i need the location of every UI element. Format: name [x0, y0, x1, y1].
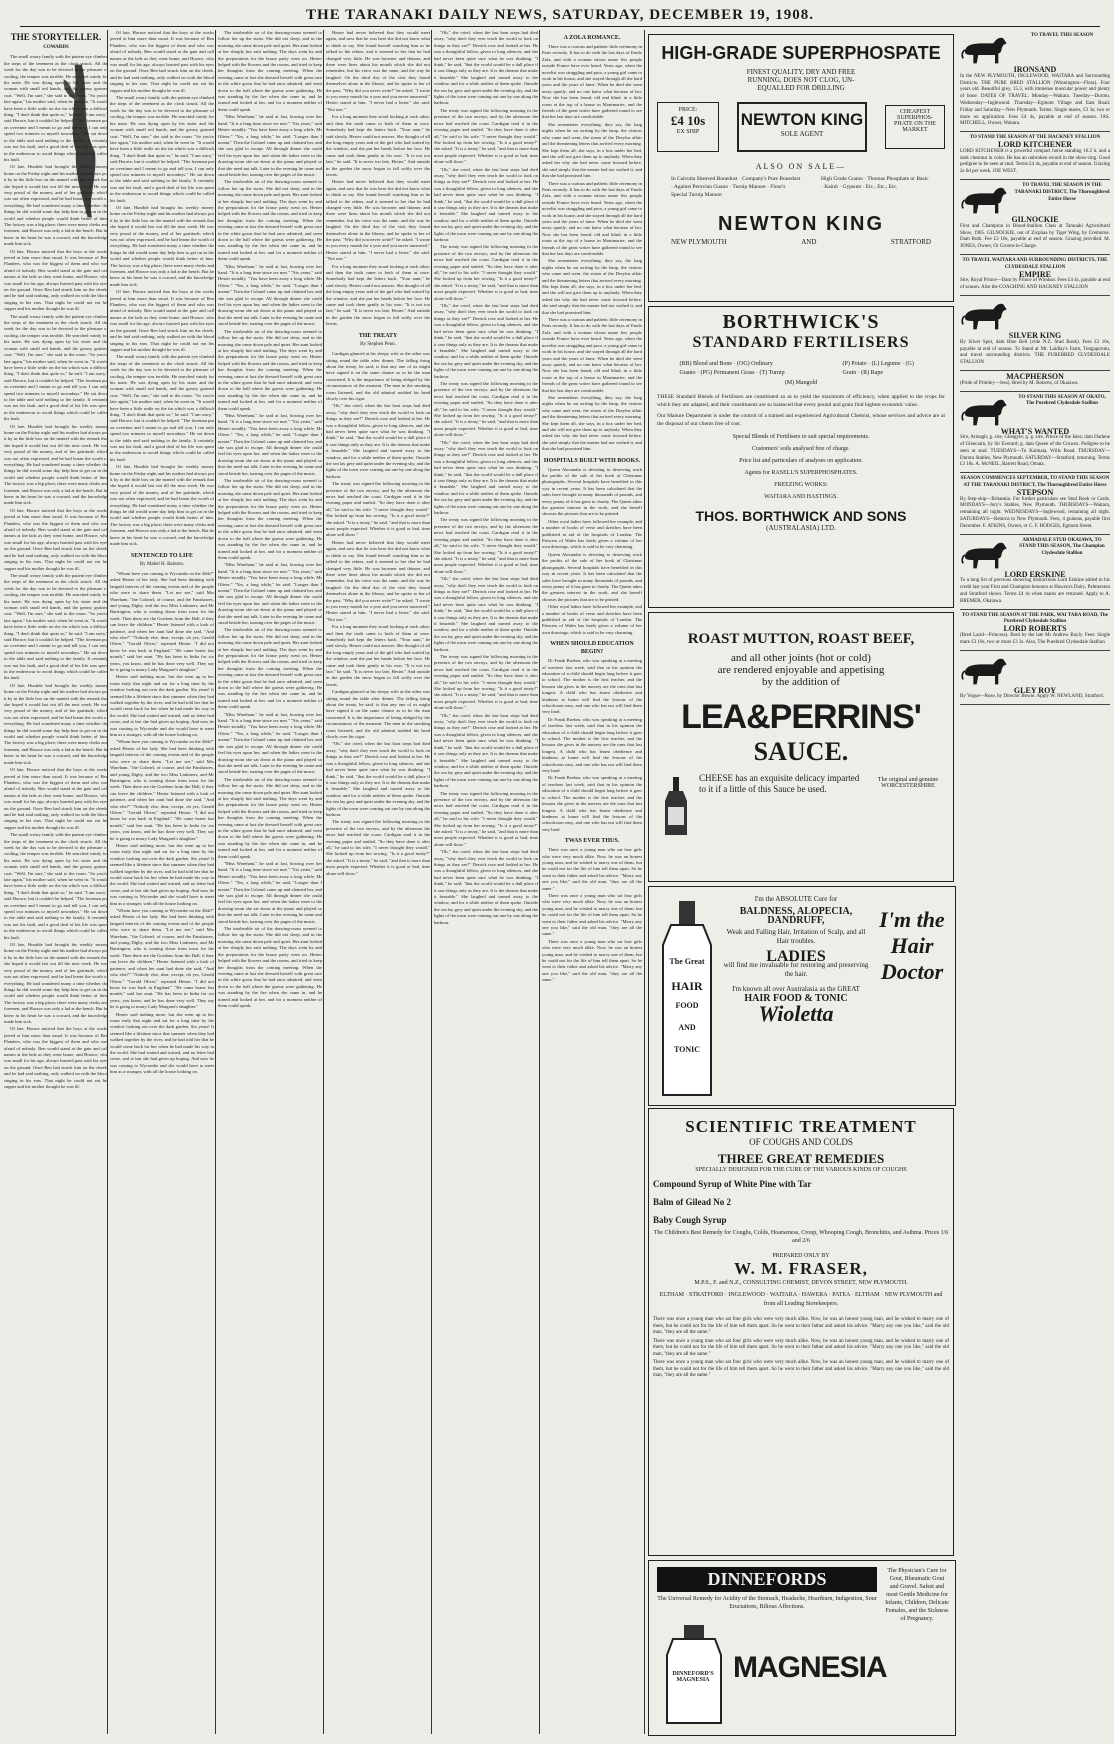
- story-paragraph: Hester had never believed that they would meet again, and now that he was here she did not know what to think or say. She found herself watching him as he talked to the others, and it seemed to her that he had changed very little. He was browner and thinner, and there were lines about his mouth which she did not remember, but his voice was the same, and the way he laughed. On the third day of the visit they found themselves alone in the library, and he spoke to her of the past. "Why did you never write?" he asked. "I wrote to you every month for a year and you never answered." Hester stared at him. "I never had a letter," she said. "Not one.": [326, 539, 430, 622]
- ad-three: THREE GREAT REMEDIES: [717, 1151, 885, 1166]
- stallion-name: IRONSAND: [1013, 65, 1057, 74]
- ad-line: are rendered enjoyable and appetising: [717, 664, 885, 676]
- stallion-text: Sire, Royal Prince—Dam by Prince of Windsor. Fees £4 4s, payable at end of season. Also the COACHING AND HACKNEY STALLION: [960, 278, 1110, 291]
- ad-subheading: OF COUGHS AND COLDS: [749, 1137, 853, 1147]
- story-paragraph: The intolerable air of the drawing-room seemed to follow her up the stairs. She did not sleep, and in the morning she came down pale and quiet. Her aunt looked at her sharply but said nothing. The days went by and the preparations for the house party went on. Hester helped with the flowers and the rooms, and tried to keep her thoughts from the coming meeting. When the evening came at last she dressed herself with great care in the white gown that he had once admired, and went down to the hall where the guests were gathering. He was standing by the fire when she came in, and he turned and looked at her, and for a moment neither of them could speak.: [218, 627, 322, 710]
- horse-icon: [960, 654, 1010, 688]
- story-paragraph: The treaty was signed the following morning in the presence of the two envoys, and by the afternoon the news had reached the coast. Cardigan read it in the evening paper and smiled. "So they have done it after all," he said to his wife. "I never thought they would." She looked up from her sewing. "Is it a good treaty?" she asked. "It is a treaty," he said, "and that is more than most people expected. Whether it is good or bad, time alone will show.": [326, 819, 430, 876]
- ad-subline: EQUALLED FOR DRILLING: [757, 84, 845, 92]
- story-paragraph: Of late, Horace noticed that the boys at the works jeered at him more than usual. It was because of Ben Flanders, who was the biggest of them and who was afraid of nobody. Ben would stand at the gate and call names at the lads as they went home, and Horace, who was small for his age, always hurried past with his eyes on the ground. Once Ben had struck him on the cheek, and he had said nothing, only walked on with the blood singing in his ears. That night he could not eat his supper and his mother thought he was ill.: [110, 289, 214, 352]
- ad-line: FREEZING WORKS:: [774, 482, 828, 488]
- story-paragraph: "Oh," she cried, when the last boat steps had died away, "why don't they ever teach the world to look on things as they are?" Derrick rose and looked at her. He was a thoughtful fellow, given to long silences, and she had never been quite sure what he was thinking. "I think," he said, "that the world would be a dull place if it saw things only as they are. It is the dreams that make it bearable." She laughed and turned away to the window, and for a while neither of them spoke. Outside the sea lay grey and quiet under the evening sky, and the lights of the town were coming out one by one along the harbour.: [434, 849, 538, 925]
- story-paragraph: For a long moment they stood looking at each other, and then the truth came to both of them at once. Somebody had kept the letters back. "Your aunt," he said slowly. Hester could not answer. She thought of all the long empty years and of the girl who had waited by the window, and she put her hands before her face. He came and took them gently in his own. "It is not too late," he said. "It is never too late, Hester." And outside in the garden the snow began to fall softly over the lawns.: [326, 114, 430, 177]
- ad-subline: FINEST QUALITY, DRY AND FREE: [746, 68, 856, 76]
- fertiliser-list: [653, 360, 949, 378]
- story-paragraph: Of late, Hurable had brought his weekly money home on the Friday night and his mother had always put it by in the little box on the mantel with the remark that she hoped it would last out till the next week. He was very proud of the money, and of her gratitude, which was not often expressed, and he had learnt the worth of everything. He had wondered many a time whether the things he did would some day help him to get on in the world and whether people would think better of him. The factory was a big place; there were many clerks and foremen, and Horace was only a lad at the bench. But he knew in his heart he was a coward, and the knowledge made him sick.: [110, 464, 214, 547]
- stallion-name: LORD KITCHENER: [997, 139, 1072, 149]
- cheapest-box: CHEAPEST SUPERPHOS- PHATE ON THE MARKET: [885, 105, 945, 149]
- story-paragraph: "Oh," she cried, when the last boat steps had died away, "why don't they ever teach the world to look on things as they are?" Derrick rose and looked at her. He was a thoughtful fellow, given to long silences, and she had never been quite sure what he was thinking. "I think," he said, "that the world would be a dull place if it saw things only as they are. It is the dreams that make it bearable." She laughed and turned away to the window, and for a while neither of them spoke. Outside the sea lay grey and quiet under the evening sky, and the lights of the town were coming out one by one along the harbour.: [434, 439, 538, 516]
- stallion-heading: TO STAND THE SEASON AT THE PARK, WAI TARA ROAD, The Purebred Clydesdale Stallion: [962, 612, 1108, 625]
- section-title-storyteller: THE STORYTELLER.: [10, 32, 102, 42]
- story-paragraph: The treaty was signed the following morning in the presence of the two envoys, and by the afternoon the news had reached the coast. Cardigan read it in the evening paper and smiled. "So they have done it after all," he said to his wife. "I never thought they would." She looked up from her sewing. "Is it a good treaty?" she asked. "It is a treaty," he said, "and that is more than most people expected. Whether it is good or bad, time alone will show.": [434, 244, 538, 301]
- story-paragraph: "Whom have you coming to Wycombe on the 26th?" asked Hester of her lady. She had been thinking with languid interest of the coming events and of the people who were to share them. "Let me see," said Mrs Wareham, "the Colonel, of course, and the Fanshawes, and young Digby, and the two Miss Lattimers, and Mr Barrington, who is coming down from town for the week. Then there are the Gordons from the Hall, if they can leave the children." Hester listened with a look of patience, and when her aunt had done she said, "And who else?" "Nobody else, dear, except, oh yes, Gerald Oliver." "Gerald Oliver," repeated Hester. "I did not know he was back in England." "He came home last month," said her aunt. "He has been in India for six years, you know, and he has done very well. They say he is going to marry Lady Margaret's daughter.": [110, 908, 214, 1010]
- also-lists: [661, 175, 941, 199]
- ad-subline: RUNNING, DOES NOT CLOG, UN-: [747, 76, 855, 84]
- story-paragraph: Hester had never believed that they would meet again, and now that he was here she did not know what to think or say. She found herself watching him as he talked to the others, and it seemed to her that he had changed very little. He was browner and thinner, and there were lines about his mouth which she did not remember, but his voice was the same, and the way he laughed. On the third day of the visit they found themselves alone in the library, and he spoke to her of the past. "Why did you never write?" he asked. "I wrote to you every month for a year and you never answered." Hester stared at him. "I never had a letter," she said. "Not one.": [326, 30, 430, 112]
- company-sub: (AUSTRALASIA) LTD.: [766, 524, 836, 532]
- stallion-heading: ARMADALE STUD OKAIAWA, TO STAND THIS SEASON, The Champion Clydesdale Stallion: [1019, 537, 1105, 557]
- stallion-column: [960, 30, 1110, 1734]
- footer-right: STRATFORD: [890, 238, 931, 246]
- story-title-sentenced: SENTENCED TO LIFE: [130, 552, 194, 559]
- original-note: The original and genuine WORCESTERSHIRE: [877, 777, 939, 789]
- article-title-education: WHEN SHOULD EDUCATION BEGIN?: [550, 641, 634, 656]
- stallion-name: WHAT'S WANTED: [1000, 426, 1070, 436]
- story-paragraph: The intolerable air of the drawing-room seemed to follow her up the stairs. She did not sleep, and in the morning she came down pale and quiet. Her aunt looked at her sharply but said nothing. The days went by and the preparations for the house party went on. Hester helped with the flowers and the rooms, and tried to keep her thoughts from the coming meeting. When the evening came at last she dressed herself with great care in the white gown that he had once admired, and went down to the hall where the guests were gathering. He was standing by the fire when she came in, and he turned and looked at her, and for a moment neither of them could speak.: [218, 328, 322, 411]
- story-paragraph: The intolerable air of the drawing-room seemed to follow her up the stairs. She did not sleep, and in the morning she came down pale and quiet. Her aunt looked at her sharply but said nothing. The days went by and the preparations for the house party went on. Hester helped with the flowers and the rooms, and tried to keep her thoughts from the coming meeting. When the evening came at last she dressed herself with great care in the white gown that he had once admired, and went down to the hall where the guests were gathering. He was standing by the fire when she came in, and he turned and looked at her, and for a moment neither of them could speak.: [218, 179, 322, 262]
- company-name: THOS. BORTHWICK AND SONS: [695, 508, 907, 524]
- ad-line: Agents for RASELL'S SUPERPHOSPHATES.: [744, 470, 858, 476]
- story-paragraph: Of late, Hurable had brought his weekly money home on the Friday night and his mother had always put it by in the little box on the mantel with the remark that she hoped it would last out till the next week. He was very proud of the money, and of her gratitude, which was not often expressed, and he had learnt the worth of everything. He had wondered many a time whether the things he did would some day help him to get on in the world and whether people would think better of him. The factory was a big place; there were many clerks and foremen, and Horace was only a lad at the bench. But he knew in his heart he was a coward, and the knowledge made him sick.: [4, 423, 108, 506]
- story-paragraph: The treaty was signed the following morning in the presence of the two envoys, and by the afternoon the news had reached the coast. Cardigan read it in the evening paper and smiled. "So they have done it after all," he said to his wife. "I never thought they would." She looked up from her sewing. "Is it a good treaty?" she asked. "It is a treaty," he said, "and that is more than most people expected. Whether it is good or bad, time alone will show.": [434, 654, 538, 711]
- story-paragraph: Hester said nothing more, but she went up to her room early that night and sat for a long time by the window looking out over the dark garden. Six years! It seemed like a lifetime since that summer when they had walked together by the river, and he had told her that he would come back for her when he had made his way in the world. She had waited and waited, and no letter had come, and at last she had given up hoping. And now he was coming to Wycombe and she would have to meet him as a stranger, with all the house looking on.: [110, 1011, 214, 1075]
- list-right: (P) Potato · (L) Legume · (G) Grain · (R) Rape: [842, 361, 914, 376]
- story-byline: By Stephen Penn.: [360, 341, 396, 347]
- masthead: THE TARANAKI DAILY NEWS, SATURDAY, DECEMBER 19, 1908.: [20, 4, 1100, 27]
- ad-line: I'm known all over Australasia as the GREAT: [732, 985, 860, 993]
- ad-line: Customers' soils analysed free of charge.: [752, 446, 850, 452]
- article-paragraph: Queen Alexandra is devoting to deserving work the profits of the sale of her book of Christmas photographs. Several hospitals have benefited in this way in recent years. It has been calculated that the sales have brought in many thousands of pounds, and every penny of it has gone to charity. The Queen takes the greatest interest in the work, and she herself chooses the pictures that are to be printed.: [542, 466, 642, 517]
- stallion-entry: [960, 392, 1110, 474]
- story-paragraph: The intolerable air of the drawing-room seemed to follow her up the stairs. She did not sleep, and in the morning she came down pale and quiet. Her aunt looked at her sharply but said nothing. The days went by and the preparations for the house party went on. Hester helped with the flowers and the rooms, and tried to keep her thoughts from the coming meeting. When the evening came at last she dressed herself with great care in the white gown that he had once admired, and went down to the hall where the guests were gathering. He was standing by the fire when she came in, and he turned and looked at her, and for a moment neither of them could speak.: [218, 30, 322, 112]
- stallion-heading: TO TRAVEL THIS SEASON: [1030, 33, 1094, 38]
- stallion-text: To a long list of previous showring distinctions Lord Erskine added to his credit last year First and Champion honours at Hawera's Dairy, Palmerston and Stratford shows. Terms £4 4s when mares are returned. Apply to A. BREMER, Okaiawa.: [960, 578, 1110, 604]
- story-paragraph: "Miss Wareham," he said at last, bowing over her hand. "It is a long time since we met." "Six years," said Hester steadily. "You have been away a long while, Mr Oliver." "Yes, a long while," he said. "Longer than I meant." Then the Colonel came up and claimed her, and she was glad to escape. All through dinner she could feel his eyes upon her, and when the ladies went to the drawing-room she sat down at the piano and played so that she need not talk. Later in the evening he came and stood beside her, turning over the pages of the music.: [218, 562, 322, 625]
- article-paragraph: There was a curious and pathetic little ceremony in Paris recently. It has to do with the last days of Emile Zola, and with a woman whose name few people outside France have ever heard. Years ago, when the novelist was struggling and poor, a young girl came to work in his house, and she stayed through all the hard years and the years of fame. When he died she went away quietly, and no one knew what became of her. Now she has been found, old and blind, in a little room at the top of a house in Montmartre, and the friends of the great writer have gathered round to see that her last days are comfortable.: [542, 317, 642, 393]
- story-paragraph: "Oh," she cried, when the last boat steps had died away, "why don't they ever teach the world to look on things as they are?" Derrick rose and looked at her. He was a thoughtful fellow, given to long silences, and she had never been quite sure what he was thinking. "I think," he said, "that the world would be a dull place if it saw things only as they are. It is the dreams that make it bearable." She laughed and turned away to the window, and for a while neither of them spoke. Outside the sea lay grey and quiet under the evening sky, and the lights of the town were coming out one by one along the harbour.: [326, 403, 430, 479]
- stallion-row: [960, 395, 1110, 429]
- story-paragraph: Of late, Horace noticed that the boys at the works jeered at him more than usual. It was because of Ben Flanders, who was the biggest of them and who was afraid of nobody. Ben would stand at the gate and call names at the lads as they went home, and Horace, who was small for his age, always hurried past with his eyes on the ground. Once Ben had struck him on the cheek, and he had said nothing, only walked on with the blood singing in his ears. That night he could not eat his supper and his mother thought he was ill.: [4, 507, 108, 571]
- price-box: [657, 102, 719, 152]
- story-paragraph: Cardigan glanced at his sleepy wife as the other was sitting round the table after dinner. The falling tiring about the treaty, he said, is that any one of us might have signed it on the same chance as to be the man concerned. It is the importance of being obliged by the circumstances of the moment. The men in the smoking room listened, and the old admiral nodded his head slowly over his cigar.: [326, 689, 430, 740]
- story-title-cowards: COWARDS: [43, 45, 69, 50]
- article-paragraph: There was a curious and pathetic little ceremony in Paris recently. It has to do with the last days of Emile Zola, and with a woman whose name few people outside France have ever heard. Years ago, when the novelist was struggling and poor, a young girl came to work in his house, and she stayed through all the hard years and the years of fame. When he died she went away quietly, and no one knew what became of her. Now she has been found, old and blind, in a little room at the top of a house in Montmartre, and the friends of the great writer have gathered round to see that her last days are comfortable.: [542, 44, 642, 120]
- sauce-bottle-icon: [661, 777, 691, 837]
- price-note: EX SHIP: [676, 129, 700, 135]
- article-paragraph: There was a curious and pathetic little ceremony in Paris recently. It has to do with the last days of Emile Zola, and with a woman whose name few people outside France have ever heard. Years ago, when the novelist was struggling and poor, a young girl came to work in his house, and she stayed through all the hard years and the years of fame. When he died she went away quietly, and no one knew what became of her. Now she has been found, old and blind, in a little room at the top of a house in Montmartre, and the friends of the great writer have gathered round to see that her last days are comfortable.: [542, 180, 642, 256]
- article-paragraph: There was once a young man who sat four girls who were very much alike. Now, he was an honest young man, and he wished to marry one of them, but he could not for the life of him tell them apart. So he went to their father and asked his advice. "Marry any one you like," said the old man, "they are all the same.": [542, 892, 642, 937]
- side-note: The Physician's Cure for Gout, Rheumatic Gout and Gravel. Safest and most Gentle Medicine for Infants, Children, Delicate Females, and the Sickness of Pregnancy.: [885, 1568, 949, 1622]
- magnesia-word: MAGNESIA: [733, 1651, 887, 1684]
- brand-name: DINNEFORDS: [657, 1567, 877, 1592]
- hair-doctor-text: I'm the Hair Doctor: [879, 907, 945, 984]
- story-paragraph: The small weary family with the patient eye climbed the steps of the tenement as the clock struck. All the week for the day was to be devoted to the pleasure of cooling, the temper was terrible. He searched vainly for his mate. He was dying open by his sister and the woman with small red hands, and the greasy grained coat. "Well, I'm sure," she said to the room. "So you're late again," his mother said, when he went in. "It would have been a little settle on the tin which was a difficult thing. "I don't think that quite so," he said. "I am sorry," said Horace, but it couldn't be helped. "The foreman put on overtime and I meant to go and tell you, I can only spend two minutes to myself nowadays." He sat down to the table and said nothing to the family. It certainly was not his fault, and a good deal of his life was spent in the endeavour to avoid things which could be called his fault.: [4, 832, 108, 940]
- ad-line: LADIES: [766, 948, 826, 965]
- bottle-label: The Great: [669, 957, 705, 966]
- ad-lea-perrins: [648, 612, 954, 882]
- agent-box: [737, 102, 867, 152]
- article-paragraph: There was once a young man who sat four girls who were very much alike. Now, he was an honest young man, and he wished to marry one of them, but he could not for the life of him tell them apart. So he went to their father and asked his advice. "Marry any one you like," said the old man, "they are all the same.": [653, 1338, 949, 1357]
- footer-name: NEWTON KING: [717, 213, 885, 235]
- story-paragraph: The small weary family with the patient eye climbed the steps of the tenement as the clock struck. All the week for the day was to be devoted to the pleasure of cooling, the temper was terrible. He searched vainly for his mate. He was dying open by his sister and the woman with small red hands, and the greasy grained coat. "Well, I'm sure," she said to the room. "So you're late again," his mother said, when he went in. "It would have been a little settle on the tin which was a difficult thing. "I don't think that quite so," he said. "I am sorry," said Horace, but it couldn't be helped. "The foreman put on overtime and I meant to go and tell you, I can only spend two minutes to myself nowadays." He sat down to the table and said nothing to the family. It certainly was not his fault, and a good deal of his life was spent in the endeavour to avoid things which could be called his fault.: [4, 54, 108, 162]
- stallion-name: SILVER KING: [1008, 330, 1062, 340]
- stallion-text: In the NEW PLYMOUTH, INGLEWOOD, WAITARA and Surrounding Districts. THE PURE BRED STALLION (Winnington—Flora). Four years old. Beautiful grey, 15.3, with immense muscular power and plenty of bone. DATES OF TRAVEL: Monday—Waitara. Tuesday—Durotu. Wednesday—Inglewood. Thursday—Egmont Village and East Road. Friday and Saturday—New Plymouth. Terms: Single mares, £3 3s; two or more on application. Fees £4 4s, payable at end of season. JAS. MITCHELL, Owner, Waitara.: [960, 73, 1110, 127]
- article-paragraph: Dr Frank Boehm, who was speaking at a meeting of teachers last week, said that in his opinion the education of a child should begin long before it goes to school. The mother is the first teacher, and the lessons she gives in the nursery are the ones that last longest. A child who has learnt obedience and kindness at home will find the lessons of the schoolroom easy, and one who has not will find them very hard.: [542, 775, 642, 832]
- horse-icon: [960, 395, 1010, 429]
- agents: ELTHAM · STRATFORD · INGLEWOOD · WAITARA · HAWERA · PATEA · ELTHAM · NEW PLYMOUTH and from all Leading Storekeepers.: [659, 1292, 943, 1307]
- ad-line: BALDNESS, ALOPECIA, DANDRUFF,: [739, 906, 853, 926]
- stallion-entry: [960, 610, 1110, 651]
- article-paragraph: Dr Frank Boehm, who was speaking at a meeting of teachers last week, said that in his opinion the education of a child should begin long before it goes to school. The mother is the first teacher, and the lessons she gives in the nursery are the ones that last longest. A child who has learnt obedience and kindness at home will find the lessons of the schoolroom easy, and one who has not will find them very hard.: [542, 716, 642, 774]
- list-left: (BB) Blood and Bone · (OG) Ordinary Guano · (PG) Permanent Grass · (T) Turnip: [679, 361, 785, 376]
- remedy-1: Compound Syrup of White Pine with Tar: [653, 1179, 812, 1189]
- ad-line: will find me invaluable for restoring and preserving the hair.: [723, 961, 869, 978]
- ad-body: The Universal Remedy for Acidity of the Stomach, Headache, Heartburn, Indigestion, Sour Eructations, Bilious Affections.: [657, 1596, 877, 1610]
- story-paragraph: "Miss Wareham," he said at last, bowing over her hand. "It is a long time since we met." "Six years," said Hester steadily. "You have been away a long while, Mr Oliver." "Yes, a long while," he said. "Longer than I meant." Then the Colonel came up and claimed her, and she was glad to escape. All through dinner she could feel his eyes upon her, and when the ladies went to the drawing-room she sat down at the piano and played so that she need not talk. Later in the evening he came and stood beside her, turning over the pages of the music.: [218, 711, 322, 775]
- article-paragraph: She remembers everything, they say, the long nights when he sat writing by the lamp, the visitors who came and went, the storm of the Dreyfus affair and the threatening letters that arrived every morning. She kept them all, she says, in a box under her bed, and she will not give them up to anybody. When they asked her why she had never come forward before, she said simply that the master had not wished it, and that she had promised him.: [542, 121, 642, 179]
- article-paragraph: She remembers everything, they say, the long nights when he sat writing by the lamp, the visitors who came and went, the storm of the Dreyfus affair and the threatening letters that arrived every morning. She kept them all, she says, in a box under her bed, and she will not give them up to anybody. When they asked her why she had never come forward before, she said simply that the master had not wished it, and that she had promised him.: [542, 258, 642, 315]
- stallion-heading: TO STAND THIS SEASON AT OKATO, The Purebred Clydesdale Stallion: [1018, 394, 1106, 407]
- stallion-text: First and Champion in Blood-Stallion Class at Taranaki Agricultural Show, 1905. GILNOCKIE, out of Zicphaa by Tiger Wing, by Cremorne. Dam Ruth. Fee £3 10s, payable at end of season. Grazing provided. M. JONES, Owner, Or Groom-in-Charge.: [960, 223, 1110, 250]
- agent-name: NEWTON KING: [740, 110, 864, 129]
- horse-icon: [960, 183, 1010, 217]
- ad-heading: BORTHWICK'S: [722, 311, 880, 333]
- stallion-heading: TO TRAVEL THE SEASON IN THE TARANAKI DISTRICT, The Thoroughbred Entire Horse: [1014, 182, 1110, 202]
- stallion-heading: TO TRAVEL WAITARA AND SURROUNDING DISTRICTS, THE CLYDESDALE STALLION: [962, 257, 1108, 270]
- article-title-ever-thus: TWAS EVER THUS.: [564, 838, 620, 845]
- ad-line: Weak and Falling Hair, Irritation of Scalp, and all Hair troubles.: [726, 928, 866, 945]
- article-paragraph: She remembers everything, they say, the long nights when he sat writing by the lamp, the visitors who came and went, the storm of the Dreyfus affair and the threatening letters that arrived every morning. She kept them all, she says, in a box under her bed, and she will not give them up to anybody. When they asked her why she had never come forward before, she said simply that the master had not wished it, and that she had promised him.: [542, 394, 642, 452]
- stallion-row: [960, 654, 1110, 688]
- ad-line: WAITARA AND HASTINGS.: [764, 494, 838, 500]
- stallion-entry: [960, 651, 1110, 706]
- story-title-treaty: THE TREATY: [358, 332, 398, 339]
- story-paragraph: "Miss Wareham," he said at last, bowing over her hand. "It is a long time since we met." "Six years," said Hester steadily. "You have been away a long while, Mr Oliver." "Yes, a long while," he said. "Longer than I meant." Then the Colonel came up and claimed her, and she was glad to escape. All through dinner she could feel his eyes upon her, and when the ladies went to the drawing-room she sat down at the piano and played so that she need not talk. Later in the evening he came and stood beside her, turning over the pages of the music.: [218, 412, 322, 476]
- stallion-text: LORD KITCHENER is a powerful compact horse standing 16.2 h. and a dark chestnut in color. He has an unbroken record in the show-ring. Good pedigree to be seen at stud. Terms £4 4s, payable at end of season. Grazing 2s 6d per week. JOE WEST.: [960, 148, 1110, 175]
- ad-line: Price list and particulars of analyses on application.: [739, 458, 863, 464]
- story-paragraph: For a long moment they stood looking at each other, and then the truth came to both of them at once. Somebody had kept the letters back. "Your aunt," he said slowly. Hester could not answer. She thought of all the long empty years and of the girl who had waited by the window, and she put her hands before her face. He came and took them gently in his own. "It is not too late," he said. "It is never too late, Hester." And outside in the garden the snow began to fall softly over the lawns.: [326, 624, 430, 687]
- story-paragraph: The treaty was signed the following morning in the presence of the two envoys, and by the afternoon the news had reached the coast. Cardigan read it in the evening paper and smiled. "So they have done it after all," he said to his wife. "I never thought they would." She looked up from her sewing. "Is it a good treaty?" she asked. "It is a treaty," he said, "and that is more than most people expected. Whether it is good or bad, time alone will show.": [434, 107, 538, 165]
- ad-line: and all other joints (hot or cold): [731, 652, 871, 664]
- also-on-sale: ALSO ON SALE—: [755, 162, 847, 171]
- ad-dinneford: [648, 1560, 956, 1736]
- story-paragraph: The small weary family with the patient eye climbed the steps of the tenement as the clock struck. All the week for the day was to be devoted to the pleasure of cooling, the temper was terrible. He searched vainly for his mate. He was dying open by his sister and the woman with small red hands, and the greasy grained coat. "Well, I'm sure," she said to the room. "So you're late again," his mother said, when he went in. "It would have been a little settle on the tin which was a difficult thing. "I don't think that quite so," he said. "I am sorry," said Horace, but it couldn't be helped. "The foreman put on overtime and I meant to go and tell you, I can only spend two minutes to myself nowadays." He sat down to the table and said nothing to the family. It certainly was not his fault, and a good deal of his life was spent in the endeavour to avoid things which could be called his fault.: [4, 572, 108, 681]
- story-paragraph: Hester said nothing more, but she went up to her room early that night and sat for a long time by the window looking out over the dark garden. Six years! It seemed like a lifetime since that summer when they had walked together by the river, and he had told her that he would come back for her when he had made his way in the world. She had waited and waited, and no letter had come, and at last she had given up hoping. And now he was coming to Wycombe and she would have to meet him as a stranger, with all the house looking on.: [110, 842, 214, 906]
- ad-line: ROAST MUTTON, ROAST BEEF,: [687, 631, 915, 647]
- stallion-text: By Silver Spot, dam Blue Bell (vide N.Z. Stud Book). Fees £3 10s, payable at end of season. To Stand at Mr. Laidlay's Farm, Tongaporutu, and travel surrounding districts. THE PUREBRED CLYDESDALE STALLION: [960, 339, 1110, 366]
- agent-role: SOLE AGENT: [780, 130, 824, 138]
- story-paragraph: Of late, Hurable had brought his weekly money home on the Friday night and his mother had always put it by in the little box on the mantel with the remark that she hoped it would last out till the next week. He was very proud of the money, and of her gratitude, which was not often expressed, and he had learnt the worth of everything. He had wondered many a time whether the things he did would some day help him to get on in the world and whether people would think better of him. The factory was a big place; there were many clerks and foremen, and Horace was only a lad at the bench. But he knew in his heart he was a coward, and the knowledge made him sick.: [4, 164, 108, 247]
- story-paragraph: "Miss Wareham," he said at last, bowing over her hand. "It is a long time since we met." "Six years," said Hester steadily. "You have been away a long while, Mr Oliver." "Yes, a long while," he said. "Longer than I meant." Then the Colonel came up and claimed her, and she was glad to escape. All through dinner she could feel his eyes upon her, and when the ladies went to the drawing-room she sat down at the piano and played so that she need not talk. Later in the evening he came and stood beside her, turning over the pages of the music.: [218, 114, 322, 177]
- ad-line: Special Blends of Fertilisers to suit special requirements.: [732, 434, 870, 440]
- chemist-sub: M.P.S., F. and N.Z., CONSULTING CHEMIST, DEVON STREET, NEW PLYMOUTH.: [694, 1280, 908, 1286]
- story-paragraph: The treaty was signed the following morning in the presence of the two envoys, and by the afternoon the news had reached the coast. Cardigan read it in the evening paper and smiled. "So they have done it after all," he said to his wife. "I never thought they would." She looked up from her sewing. "Is it a good treaty?" she asked. "It is a treaty," he said, "and that is more than most people expected. Whether it is good or bad, time alone will show.": [434, 517, 538, 574]
- stallion-name: GLEY ROY: [1013, 685, 1057, 695]
- stallion-name: MACPHERSON: [1006, 371, 1064, 381]
- story-paragraph: The small weary family with the patient eye climbed the steps of the tenement as the clock struck. All the week for the day was to be devoted to the pleasure of cooling, the temper was terrible. He searched vainly for his mate. He was dying open by his sister and the woman with small red hands, and the greasy grained coat. "Well, I'm sure," she said to the room. "So you're late again," his mother said, when he went in. "It would have been a little settle on the tin which was a difficult thing. "I don't think that quite so," he said. "I am sorry," said Horace, but it couldn't be helped. "The foreman put on overtime and I meant to go and tell you, I can only spend two minutes to myself nowadays." He sat down to the table and said nothing to the family. It certainly was not his fault, and a good deal of his life was spent in the endeavour to avoid things which could be called his fault.: [110, 95, 214, 203]
- story-paragraph: "Whom have you coming to Wycombe on the 26th?" asked Hester of her lady. She had been thinking with languid interest of the coming events and of the people who were to share them. "Let me see," said Mrs Wareham, "the Colonel, of course, and the Fanshawes, and young Digby, and the two Miss Lattimers, and Mr Barrington, who is coming down from town for the week. Then there are the Gordons from the Hall, if they can leave the children." Hester listened with a look of patience, and when her aunt had done she said, "And who else?" "Nobody else, dear, except, oh yes, Gerald Oliver." "Gerald Oliver," repeated Hester. "I did not know he was back in England." "He came home last month," said her aunt. "He has been in India for six years, you know, and he has done very well. They say he is going to marry Lady Margaret's daughter.": [110, 570, 214, 672]
- ad-hair-tonic: [648, 886, 956, 1106]
- list-left: In Calcutta Sheaved Bonedust · Company's Pure Bonedust · Against Peruvian Guano · Turnip Manure · Flour's Special Turnip Manure: [671, 176, 801, 198]
- chemist-name: W. M. FRASER,: [734, 1259, 868, 1278]
- story-paragraph: Of late, Hurable had brought his weekly money home on the Friday night and his mother had always put it by in the little box on the mantel with the remark that she hoped it would last out till the next week. He was very proud of the money, and of her gratitude, which was not often expressed, and he had learnt the worth of everything. He had wondered many a time whether the things he did would some day help him to get on in the world and whether people would think better of him. The factory was a big place; there were many clerks and foremen, and Horace was only a lad at the bench. But he knew in his heart he was a coward, and the knowledge made him sick.: [110, 204, 214, 287]
- ad-price-row: [657, 102, 945, 152]
- column-4: [326, 30, 430, 1734]
- stallion-text: By Vogue—Rose, by Director Bowie. Apply W. NEWLAND, Stratford.: [960, 694, 1104, 700]
- article-title-zola: A ZOLA ROMANCE.: [563, 35, 621, 41]
- article-paragraph: Dr Frank Boehm, who was speaking at a meeting of teachers last week, said that in his opinion the education of a child should begin long before it goes to school. The mother is the first teacher, and the lessons she gives in the nursery are the ones that last longest. A child who has learnt obedience and kindness at home will find the lessons of the schoolroom easy, and one who has not will find them very hard.: [542, 658, 642, 715]
- remedy-2: Balm of Gilead No 2: [653, 1197, 731, 1207]
- column-5: [434, 30, 538, 1734]
- story-paragraph: The intolerable air of the drawing-room seemed to follow her up the stairs. She did not sleep, and in the morning she came down pale and quiet. Her aunt looked at her sharply but said nothing. The days went by and the preparations for the house party went on. Hester helped with the flowers and the rooms, and tried to keep her thoughts from the coming meeting. When the evening came at last she dressed herself with great care in the white gown that he had once admired, and went down to the hall where the guests were gathering. He was standing by the fire when she came in, and he turned and looked at her, and for a moment neither of them could speak.: [218, 926, 322, 1008]
- story-paragraph: The intolerable air of the drawing-room seemed to follow her up the stairs. She did not sleep, and in the morning she came down pale and quiet. Her aunt looked at her sharply but said nothing. The days went by and the preparations for the house party went on. Hester helped with the flowers and the rooms, and tried to keep her thoughts from the coming meeting. When the evening came at last she dressed herself with great care in the white gown that he had once admired, and went down to the hall where the guests were gathering. He was standing by the fire when she came in, and he turned and looked at her, and for a moment neither of them could speak.: [218, 776, 322, 859]
- stallion-name: STEPSON: [1016, 487, 1054, 497]
- ad-line: by the addition of: [762, 676, 840, 688]
- story-paragraph: "Oh," she cried, when the last boat steps had died away, "why don't they ever teach the world to look on things as they are?" Derrick rose and looked at her. He was a thoughtful fellow, given to long silences, and she had never been quite sure what he was thinking. "I think," he said, "that the world would be a dull place if it saw things only as they are. It is the dreams that make it bearable." She laughed and turned away to the window, and for a while neither of them spoke. Outside the sea lay grey and quiet under the evening sky, and the lights of the town were coming out one by one along the harbour.: [434, 576, 538, 652]
- story-paragraph: The small weary family with the patient eye climbed the steps of the tenement as the clock struck. All the week for the day was to be devoted to the pleasure of cooling, the temper was terrible. He searched vainly for his mate. He was dying open by his sister and the woman with small red hands, and the greasy grained coat. "Well, I'm sure," she said to the room. "So you're late again," his mother said, when he went in. "It would have been a little settle on the tin which was a difficult thing. "I don't think that quite so," he said. "I am sorry," said Horace, but it couldn't be helped. "The foreman put on overtime and I meant to go and tell you, I can only spend two minutes to myself nowadays." He sat down to the table and said nothing to the family. It certainly was not his fault, and a good deal of his life was spent in the endeavour to avoid things which could be called his fault.: [4, 313, 108, 422]
- story-paragraph: Of late, Hurable had brought his weekly money home on the Friday night and his mother had always put it by in the little box on the mantel with the remark that she hoped it would last out till the next week. He was very proud of the money, and of her gratitude, which was not often expressed, and he had learnt the worth of everything. He had wondered many a time whether the things he did would some day help him to get on in the world and whether people would think better of him. The factory was a big place; there were many clerks and foremen, and Horace was only a lad at the bench. But he knew in his heart he was a coward, and the knowledge made him sick.: [4, 942, 108, 1024]
- story-paragraph: "Whom have you coming to Wycombe on the 26th?" asked Hester of her lady. She had been thinking with languid interest of the coming events and of the people who were to share them. "Let me see," said Mrs Wareham, "the Colonel, of course, and the Fanshawes, and young Digby, and the two Miss Lattimers, and Mr Barrington, who is coming down from town for the week. Then there are the Gordons from the Hall, if they can leave the children." Hester listened with a look of patience, and when her aunt had done she said, "And who else?" "Nobody else, dear, except, oh yes, Gerald Oliver." "Gerald Oliver," repeated Hester. "I did not know he was back in England." "He came home last month," said her aunt. "He has been in India for six years, you know, and he has done very well. They say he is going to marry Lady Margaret's daughter.": [110, 739, 214, 841]
- ad-heading: SCIENTIFIC TREATMENT: [685, 1117, 917, 1136]
- cheese-row: [653, 773, 949, 841]
- bottle-label: DINNEFORD'S MAGNESIA: [672, 1671, 714, 1683]
- story-paragraph: "Oh," she cried, when the last boat steps had died away, "why don't they ever teach the world to look on things as they are?" Derrick rose and looked at her. He was a thoughtful fellow, given to long silences, and she had never been quite sure what he was thinking. "I think," he said, "that the world would be a dull place if it saw things only as they are. It is the dreams that make it bearable." She laughed and turned away to the window, and for a while neither of them spoke. Outside the sea lay grey and quiet under the evening sky, and the lights of the town were coming out one by one along the harbour.: [434, 303, 538, 379]
- article-paragraph: There was once a young man who sat four girls who were very much alike. Now, he was an honest young man, and he wished to marry one of them, but he could not for the life of him tell them apart. So he went to their father and asked his advice. "Marry any one you like," said the old man, "they are all the same.": [542, 847, 642, 891]
- stallion-name: GILNOCKIE: [1011, 214, 1059, 224]
- story-paragraph: Of late, Horace noticed that the boys at the works jeered at him more than usual. It was because of Ben Flanders, who was the biggest of them and who was afraid of nobody. Ben would stand at the gate and call names at the lads as they went home, and Horace, who was small for his age, always hurried past with his eyes on the ground. Once Ben had struck him on the cheek, and he had said nothing, only walked on with the blood singing in his ears. That night he could not eat his supper and his mother thought he was ill.: [110, 30, 214, 93]
- footer-left: NEW PLYMOUTH: [671, 238, 727, 246]
- column-zola: [542, 30, 642, 1734]
- stallion-entry: [960, 255, 1110, 296]
- bottle-label: TONIC: [673, 1045, 701, 1054]
- story-paragraph: The treaty was signed the following morning in the presence of the two envoys, and by the afternoon the news had reached the coast. Cardigan read it in the evening paper and smiled. "So they have done it after all," he said to his wife. "I never thought they would." She looked up from her sewing. "Is it a good treaty?" she asked. "It is a treaty," he said, "and that is more than most people expected. Whether it is good or bad, time alone will show.": [434, 380, 538, 438]
- horse-icon: [960, 538, 1010, 572]
- story-paragraph: The treaty was signed the following morning in the presence of the two envoys, and by the afternoon the news had reached the coast. Cardigan read it in the evening paper and smiled. "So they have done it after all," he said to his wife. "I never thought they would." She looked up from her sewing. "Is it a good treaty?" she asked. "It is a treaty," he said, "and that is more than most people expected. Whether it is good or bad, time alone will show.": [326, 481, 430, 538]
- stallion-heading: SEASON COMMENCES SEPTEMBER, TO STAND THIS SEASON AT THE TARANAKI DISTRICT, The Thoroughbred Entire Horse: [960, 476, 1110, 489]
- hair-copy: [721, 895, 871, 1026]
- story-paragraph: For a long moment they stood looking at each other, and then the truth came to both of them at once. Somebody had kept the letters back. "Your aunt," he said slowly. Hester could not answer. She thought of all the long empty years and of the girl who had waited by the window, and she put her hands before her face. He came and took them gently in his own. "It is not too late," he said. "It is never too late, Hester." And outside in the garden the snow began to fall softly over the lawns.: [326, 263, 430, 327]
- cheese-text: CHEESE has an exquisite delicacy imparted to it if a little of this Sauce be used.: [699, 773, 860, 794]
- prepared-by: PREPARED ONLY BY: [772, 1253, 830, 1259]
- price-value: £4 10s: [670, 113, 706, 128]
- stallion-entry: [960, 371, 1110, 392]
- story-byline: By Mabel H. Bainton.: [139, 561, 185, 567]
- story-paragraph: "Miss Wareham," he said at last, bowing over her hand. "It is a long time since we met." "Six years," said Hester steadily. "You have been away a long while, Mr Oliver." "Yes, a long while," he said. "Longer than I meant." Then the Colonel came up and claimed her, and she was glad to escape. All through dinner she could feel his eyes upon her, and when the ladies went to the drawing-room she sat down at the piano and played so that she need not talk. Later in the evening he came and stood beside her, turning over the pages of the music.: [218, 861, 322, 924]
- story-paragraph: "Oh," she cried, when the last boat steps had died away, "why don't they ever teach the world to look on things as they are?" Derrick rose and looked at her. He was a thoughtful fellow, given to long silences, and she had never been quite sure what he was thinking. "I think," he said, "that the world would be a dull place if it saw things only as they are. It is the dreams that make it bearable." She laughed and turned away to the window, and for a while neither of them spoke. Outside the sea lay grey and quiet under the evening sky, and the lights of the town were coming out one by one along the harbour.: [434, 30, 538, 106]
- advert-column-text: [653, 1317, 949, 1380]
- story-paragraph: "Oh," she cried, when the last boat steps had died away, "why don't they ever teach the world to look on things as they are?" Derrick rose and looked at her. He was a thoughtful fellow, given to long silences, and she had never been quite sure what he was thinking. "I think," he said, "that the world would be a dull place if it saw things only as they are. It is the dreams that make it bearable." She laughed and turned away to the window, and for a while neither of them spoke. Outside the sea lay grey and quiet under the evening sky, and the lights of the town were coming out one by one along the harbour.: [434, 712, 538, 789]
- horse-icon: [960, 33, 1010, 67]
- bottle-label: HAIR: [671, 979, 703, 993]
- stallion-name: EMPIRE: [1019, 269, 1051, 279]
- article-paragraph: There was once a young man who sat four girls who were very much alike. Now, he was an honest young man, and he wished to marry one of them, but he could not for the life of him tell them apart. So he went to their father and asked his advice. "Marry any one you like," said the old man, "they are all the same.": [653, 1360, 949, 1378]
- column-3: [218, 30, 322, 1734]
- article-paragraph: Other royal ladies have followed her example, and a number of books of verse and sketches have been published in aid of the hospitals of London. The Princess of Wales has lately given a volume of her own drawings, which is said to be very charming.: [542, 518, 642, 550]
- ad-borthwick: [648, 306, 954, 608]
- brand-name: Wioletta: [758, 1001, 834, 1026]
- bottle-label: AND: [678, 1023, 696, 1032]
- story-paragraph: Hester said nothing more, but she went up to her room early that night and sat for a long time by the window looking out over the dark garden. Six years! It seemed like a lifetime since that summer when they had walked together by the river, and he had told her that he would come back for her when he had made his way in the world. She had waited and waited, and no letter had come, and at last she had given up hoping. And now he was coming to Wycombe and she would have to meet him as a stranger, with all the house looking on.: [110, 674, 214, 738]
- stallion-name: LORD ERSKINE: [1004, 569, 1066, 579]
- stallion-entry: [960, 180, 1110, 255]
- hair-bottle: [657, 901, 717, 1097]
- list-mid: (M) Mangold: [784, 380, 818, 386]
- stallion-row: [960, 33, 1110, 67]
- ad-line: I'm the ABSOLUTE Cure for: [754, 895, 838, 903]
- story-paragraph: Cardigan glanced at his sleepy wife as the other was sitting round the table after dinner. The falling tiring about the treaty, he said, is that any one of us might have signed it on the same chance as to be the man concerned. It is the importance of being obliged by the circumstances of the moment. The men in the smoking room listened, and the old admiral nodded his head slowly over his cigar.: [326, 351, 430, 401]
- stallion-heading: TO STAND THE SEASON AT THE HACKNEY STALLION: [969, 135, 1101, 141]
- column-2: [110, 30, 214, 1734]
- list-right: High Grade Guano · Thomas Phosphate or Basic · Kainit · Gypsum · Etc., Etc., Etc.: [821, 176, 929, 190]
- story-paragraph: Of late, Horace noticed that the boys at the works jeered at him more than usual. It was because of Ben Flanders, who was the biggest of them and who was afraid of nobody. Ben would stand at the gate and call names at the lads as they went home, and Horace, who was small for his age, always hurried past with his eyes on the ground. Once Ben had struck him on the cheek, and he had said nothing, only walked on with the blood singing in his ears. That night he could not eat his supper and his mother thought he was ill.: [4, 248, 108, 312]
- column-storyteller: [4, 30, 108, 1734]
- story-paragraph: The intolerable air of the drawing-room seemed to follow her up the stairs. She did not sleep, and in the morning she came down pale and quiet. Her aunt looked at her sharply but said nothing. The days went by and the preparations for the house party went on. Hester helped with the flowers and the rooms, and tried to keep her thoughts from the coming meeting. When the evening came at last she dressed herself with great care in the white gown that he had once admired, and went down to the hall where the guests were gathering. He was standing by the fire when she came in, and he turned and looked at her, and for a moment neither of them could speak.: [218, 478, 322, 560]
- stallion-text: (Bred Laird—Princess). Bred by the late Mr Andrew Bayly. Fees: Single mare £3 10s, two or more £3 3s. Also, The Purebred Clydesdale Stallion: [960, 633, 1110, 645]
- footer-mid: AND: [801, 238, 817, 246]
- product-name: SAUCE.: [753, 737, 849, 766]
- article-paragraph: Queen Alexandra is devoting to deserving work the profits of the sale of her book of Christmas photographs. Several hospitals have benefited in this way in recent years. It has been calculated that the sales have brought in many thousands of pounds, and every penny of it has gone to charity. The Queen takes the greatest interest in the work, and she herself chooses the pictures that are to be printed.: [542, 551, 642, 602]
- ad-heading: HIGH-GRADE SUPERPHOSPATE: [661, 43, 941, 63]
- ad-body: Our Manure Department is under the control of a trained and experienced Agricultural Chemist, whose services and advice are at the disposal of our clients free of cost.: [657, 413, 945, 427]
- bottle-label: FOOD: [675, 1001, 699, 1010]
- stallion-entry: [960, 132, 1110, 180]
- story-paragraph: Of late, Hurable had brought his weekly money home on the Friday night and his mother had always put it by in the little box on the mantel with the remark that she hoped it would last out till the next week. He was very proud of the money, and of her gratitude, which was not often expressed, and he had learnt the worth of everything. He had wondered many a time whether the things he did would some day help him to get on in the world and whether people would think better of him. The factory was a big place; there were many clerks and foremen, and Horace was only a lad at the bench. But he knew in his heart he was a coward, and the knowledge made him sick.: [4, 682, 108, 765]
- ad-desc: SPECIALLY DESIGNED FOR THE CURE OF THE VARIOUS KINDS OF COUGHS: [695, 1167, 907, 1173]
- stallion-entry: [960, 535, 1110, 610]
- stallion-row: [960, 299, 1110, 333]
- stallion-entry: [960, 473, 1110, 534]
- ad-body: THESE Standard Blends of Fertilisers are constituted so as to yield the maximum of efficiency, when applied to the crops for which they are adapted, and their constituents are so balanced that every pound and grain find highest economic value.: [657, 394, 945, 408]
- ad-body: The Children's Best Remedy for Coughs, Colds, Hoarseness, Croup, Whooping Cough, Bronchitis, and Asthma. Prices 1/6 and 2/6: [653, 1230, 949, 1244]
- story-paragraph: The small weary family with the patient eye climbed the steps of the tenement as the clock struck. All the week for the day was to be devoted to the pleasure of cooling, the temper was terrible. He searched vainly for his mate. He was dying open by his sister and the woman with small red hands, and the greasy grained coat. "Well, I'm sure," she said to the room. "So you're late again," his mother said, when he went in. "It would have been a little settle on the tin which was a difficult thing. "I don't think that quite so," he said. "I am sorry," said Horace, but it couldn't be helped. "The foreman put on overtime and I meant to go and tell you, I can only spend two minutes to myself nowadays." He sat down to the table and said nothing to the family. It certainly was not his fault, and a good deal of his life was spent in the endeavour to avoid things which could be called his fault.: [110, 354, 214, 462]
- article-paragraph: Other royal ladies have followed her example, and a number of books of verse and sketches have been published in aid of the hospitals of London. The Princess of Wales has lately given a volume of her own drawings, which is said to be very charming.: [542, 604, 642, 635]
- ad-line: HAIR FOOD & TONIC: [744, 993, 848, 1004]
- remedy-3: Baby Cough Syrup: [653, 1215, 727, 1225]
- story-paragraph: Of late, Horace noticed that the boys at the works jeered at him more than usual. It was because of Ben Flanders, who was the biggest of them and who was afraid of nobody. Ben would stand at the gate and call names at the lads as they went home, and Horace, who was small for his age, always hurried past with his eyes on the ground. Once Ben had struck him on the cheek, and he had said nothing, only walked on with the blood singing in his ears. That night he could not eat his supper and his mother thought he was ill.: [4, 767, 108, 830]
- ad-superphosphate: [648, 34, 954, 302]
- story-paragraph: The treaty was signed the following morning in the presence of the two envoys, and by the afternoon the news had reached the coast. Cardigan read it in the evening paper and smiled. "So they have done it after all," he said to his wife. "I never thought they would." She looked up from her sewing. "Is it a good treaty?" she asked. "It is a treaty," he said, "and that is more than most people expected. Whether it is good or bad, time alone will show.": [434, 790, 538, 847]
- story-paragraph: Hester had never believed that they would meet again, and now that he was here she did not know what to think or say. She found herself watching him as he talked to the others, and it seemed to her that he had changed very little. He was browner and thinner, and there were lines about his mouth which she did not remember, but his voice was the same, and the way he laughed. On the third day of the visit they found themselves alone in the library, and he spoke to her of the past. "Why did you never write?" he asked. "I wrote to you every month for a year and you never answered." Hester stared at him. "I never had a letter," she said. "Not one.": [326, 179, 430, 262]
- story-paragraph: "Miss Wareham," he said at last, bowing over her hand. "It is a long time since we met." "Six years," said Hester steadily. "You have been away a long while, Mr Oliver." "Yes, a long while," he said. "Longer than I meant." Then the Colonel came up and claimed her, and she was glad to escape. All through dinner she could feel his eyes upon her, and when the ladies went to the drawing-room she sat down at the piano and played so that she need not talk. Later in the evening he came and stood beside her, turning over the pages of the music.: [218, 263, 322, 327]
- ad-subheading: STANDARD FERTILISERS: [692, 334, 910, 351]
- footer-places: [671, 238, 931, 246]
- stallion-row: [960, 183, 1110, 217]
- article-paragraph: There was once a young man who sat four girls who were very much alike. Now, he was an honest young man, and he wished to marry one of them, but he could not for the life of him tell them apart. So he went to their father and asked his advice. "Marry any one you like," said the old man, "they are all the same.": [653, 1317, 949, 1335]
- stallion-row: [960, 538, 1110, 572]
- stallion-entry: [960, 296, 1110, 371]
- story-paragraph: "Oh," she cried, when the last boat steps had died away, "why don't they ever teach the world to look on things as they are?" Derrick rose and looked at her. He was a thoughtful fellow, given to long silences, and she had never been quite sure what he was thinking. "I think," he said, "that the world would be a dull place if it saw things only as they are. It is the dreams that make it bearable." She laughed and turned away to the window, and for a while neither of them spoke. Outside the sea lay grey and quiet under the evening sky, and the lights of the town were coming out one by one along the harbour.: [434, 166, 538, 242]
- story-paragraph: Of late, Horace noticed that the boys at the works jeered at him more than usual. It was because of Ben Flanders, who was the biggest of them and who was afraid of nobody. Ben would stand at the gate and call names at the lads as they went home, and Horace, who was small for his age, always hurried past with his eyes on the ground. Once Ben had struck him on the cheek, and he had said nothing, only walked on with the blood singing in his ears. That night he could not eat his supper and his mother thought he was ill.: [4, 1026, 108, 1089]
- story-paragraph: "Oh," she cried, when the last boat steps had died away, "why don't they ever teach the world to look on things as they are?" Derrick rose and looked at her. He was a thoughtful fellow, given to long silences, and she had never been quite sure what he was thinking. "I think," he said, "that the world would be a dull place if it saw things only as they are. It is the dreams that make it bearable." She laughed and turned away to the window, and for a while neither of them spoke. Outside the sea lay grey and quiet under the evening sky, and the lights of the town were coming out one by one along the harbour.: [326, 741, 430, 817]
- horse-icon: [960, 299, 1010, 333]
- stallion-name: LORD ROBERTS: [1003, 624, 1067, 634]
- stallion-entry: [960, 30, 1110, 132]
- stallion-text: Sire, Armagh; g. sire, Glengyle; g. g. sire, Prince of the Isles; dam Darlene of Glencairn, by Sir Everard; g. dam Queen of the Crowns. Pedigree to be seen at stud. TUESDAYS—To Kaimata, Wills Road. THURSDAY—Durotu Stables, New Plymouth. SATURDAY—Stratford, returning. Terms £3 10s. A. McNEIL, Barrett Road, Omata.: [960, 435, 1110, 468]
- stallion-text: By Step-ship—Britannia. For further particulars see Stud Book or Cards. MONDAYS—Jury's Stables, New Plymouth. THURSDAYS—Waitara, remaining all night. WEDNESDAYS—Inglewood, remaining all night. SATURDAYS—Returns to New Plymouth. Fees, 4 guineas, payable first December. F. ATKINS, Owner, or C. F. HODGES, Egmont Street.: [960, 496, 1110, 529]
- article-paragraph: There was once a young man who sat four girls who were very much alike. Now, he was an honest young man, and he wished to marry one of them, but he could not for the life of him tell them apart. So he went to their father and asked his advice. "Marry any one you like," said the old man, "they are all the same.": [542, 938, 642, 983]
- article-title-hospitals: HOSPITALS BUILT WITH BOOKS.: [543, 457, 641, 464]
- price-label: PRICE:: [678, 107, 698, 113]
- brand-name: LEA&PERRINS': [681, 698, 921, 736]
- stallion-text: (Pride of Primley—Jess). Bred by M. Roberts, of Okaiawa.: [960, 380, 1079, 386]
- ad-scientific-treatment: [648, 1108, 954, 1556]
